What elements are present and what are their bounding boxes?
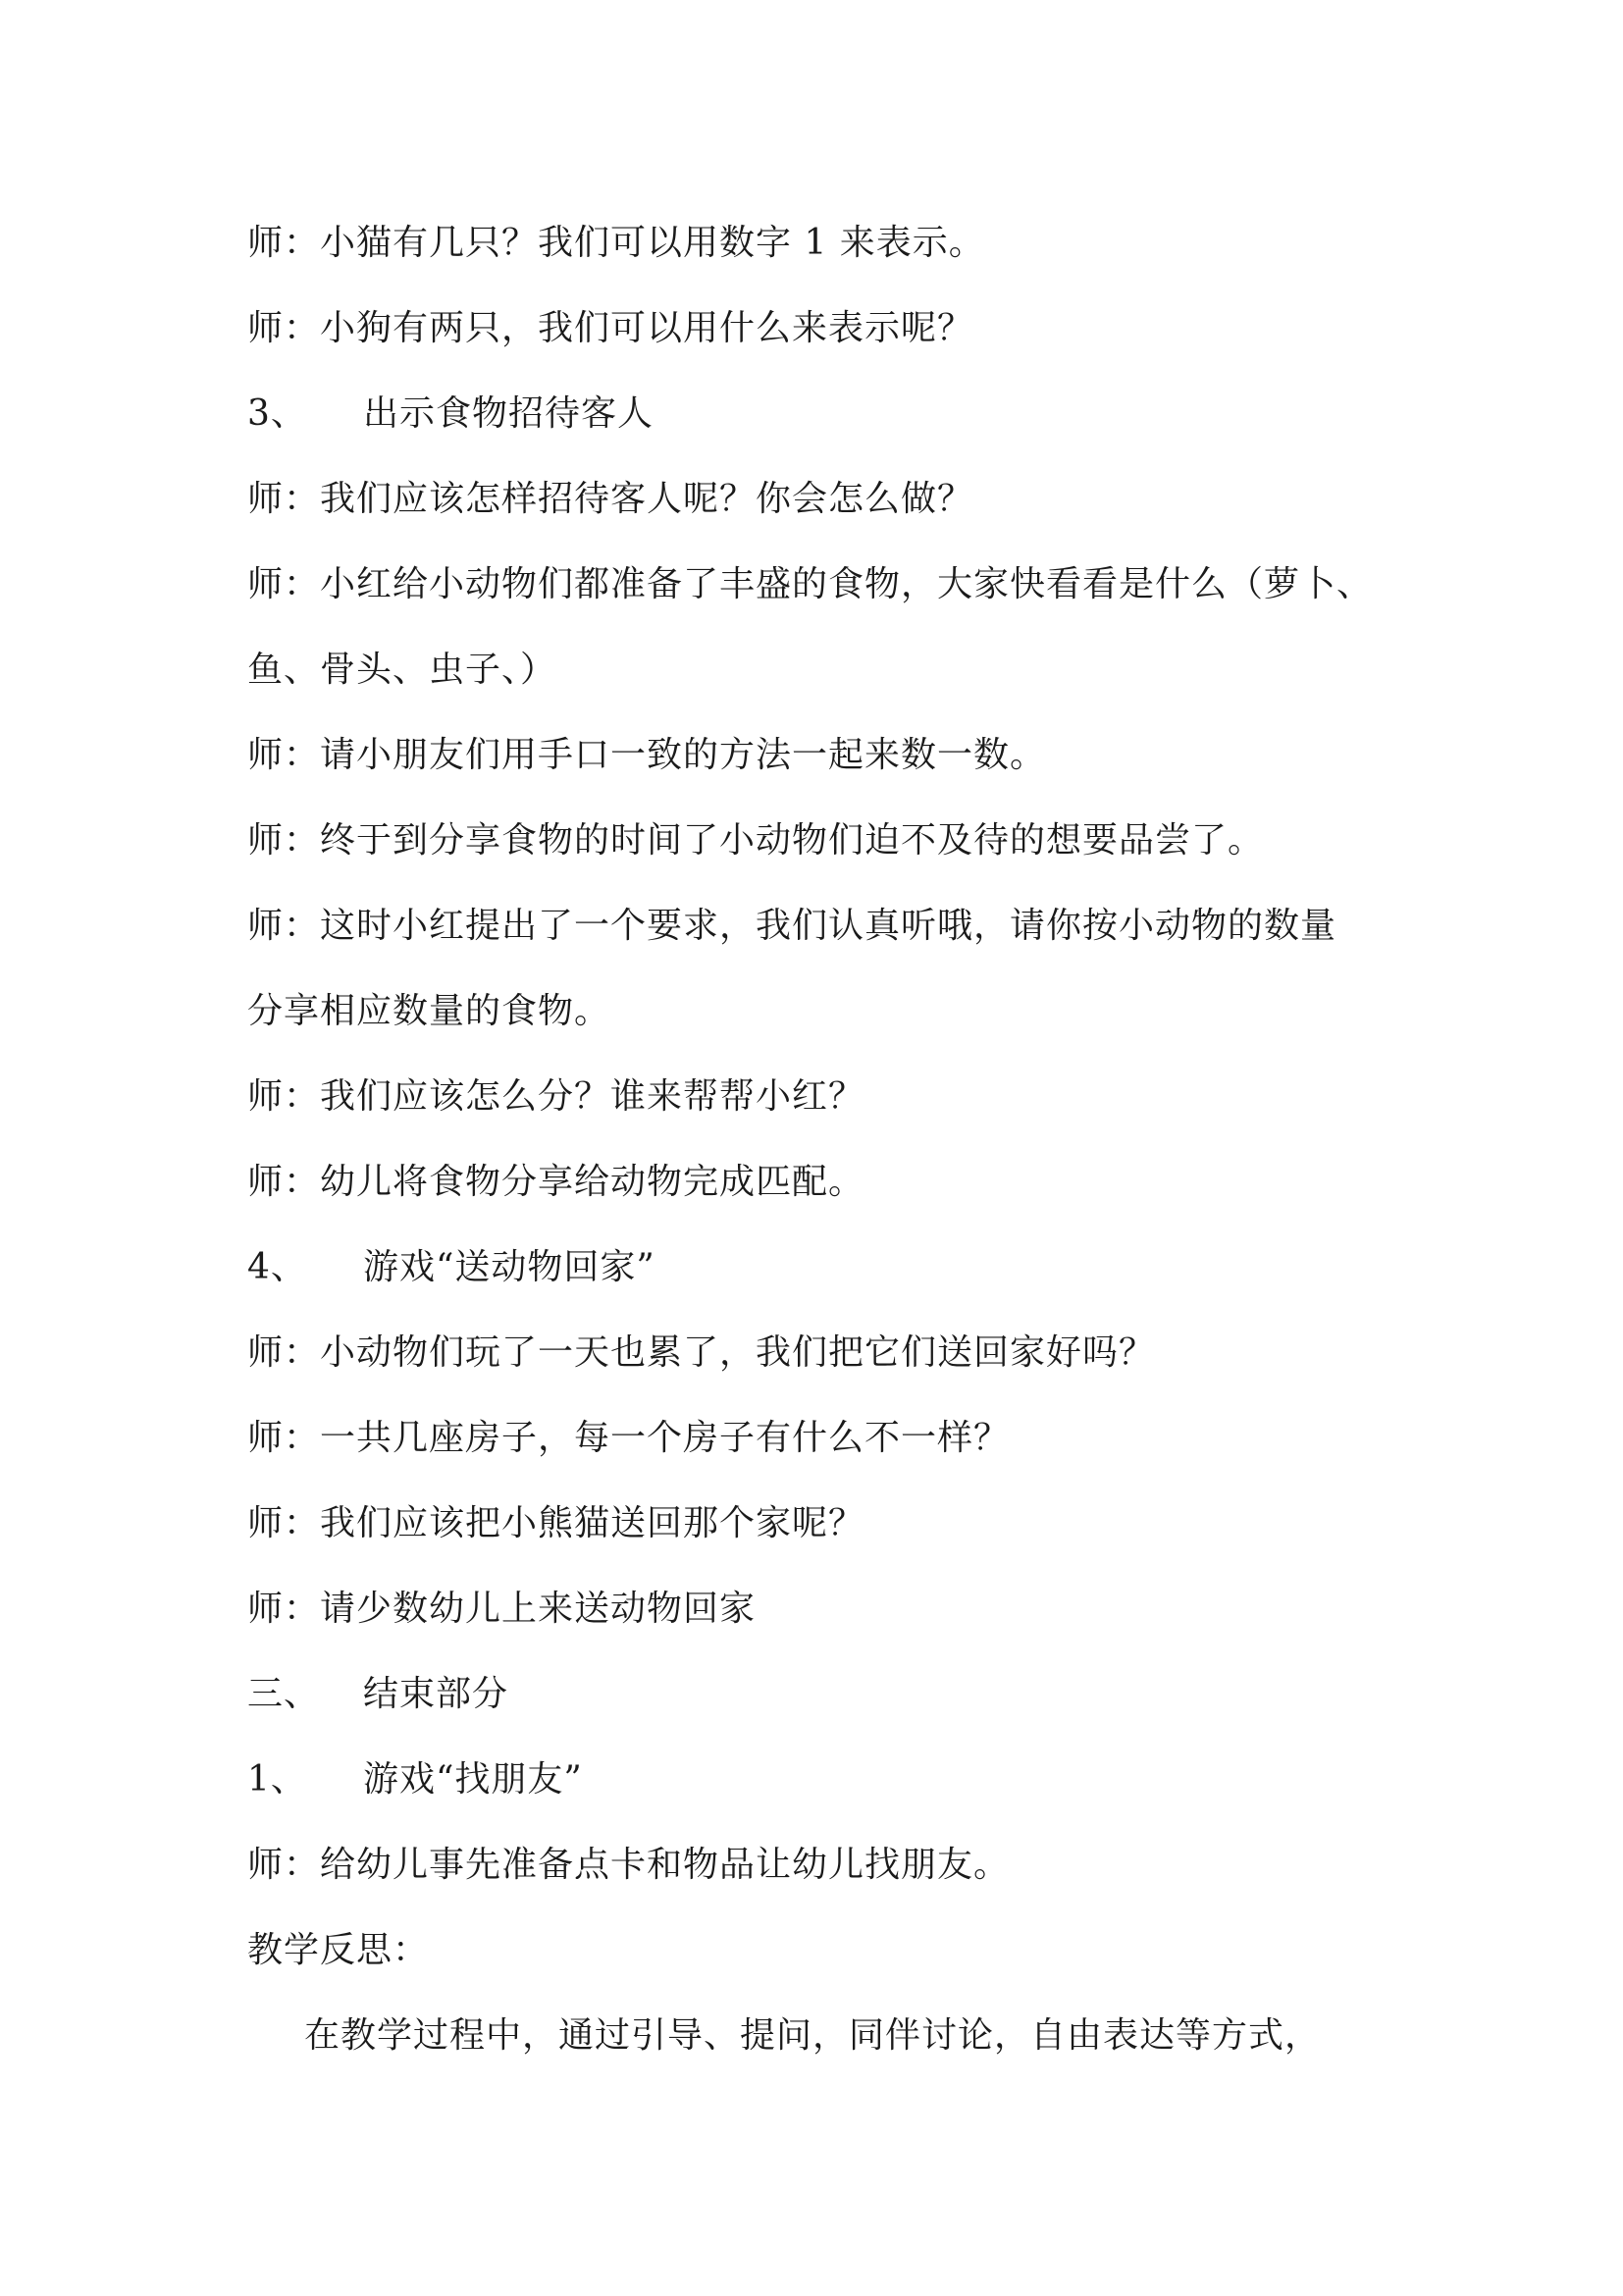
text-line: 师：我们应该怎么分？谁来帮帮小红？ — [247, 1076, 865, 1117]
text-line: 师：给幼儿事先准备点卡和物品让幼儿找朋友。 — [247, 1845, 1011, 1885]
section-heading — [247, 1665, 1425, 1750]
document-body — [247, 214, 1425, 2092]
text-line: 师：请小朋友们用手口一致的方法一起来数一数。 — [247, 735, 1047, 775]
heading-text: 出示食物招待客人 — [363, 393, 654, 434]
text-line: 师：我们应该怎样招待客人呢？你会怎么做？ — [247, 479, 974, 519]
reflection-heading: 教学反思： — [247, 1930, 430, 1970]
heading-number: 4、 — [247, 1247, 307, 1287]
reflection-paragraph: 在教学过程中，通过引导、提问，同伴讨论，自由表达等方式， — [304, 2015, 1322, 2056]
numbered-heading — [247, 1238, 1425, 1324]
text-line: 分享相应数量的食物。 — [247, 991, 611, 1031]
heading-number: 1、 — [247, 1759, 307, 1800]
numbered-heading — [247, 1750, 1425, 1836]
text-line: 鱼、骨头、虫子、） — [247, 650, 557, 690]
text-line: 师：一共几座房子，每一个房子有什么不一样？ — [247, 1418, 1011, 1458]
heading-text: 游戏“送动物回家” — [363, 1247, 655, 1287]
text-line: 师：小狗有两只，我们可以用什么来表示呢？ — [247, 308, 974, 348]
heading-number: 3、 — [247, 393, 307, 434]
text-line: 师：小动物们玩了一天也累了，我们把它们送回家好吗？ — [247, 1332, 1156, 1373]
heading-number: 三、 — [247, 1674, 321, 1714]
numbered-heading — [247, 385, 1425, 470]
text-line: 师：小红给小动物们都准备了丰盛的食物，大家快看看是什么（萝卜、 — [247, 564, 1374, 604]
text-line: 师：我们应该把小熊猫送回那个家呢？ — [247, 1503, 865, 1543]
text-line: 师：这时小红提出了一个要求，我们认真听哦，请你按小动物的数量 — [247, 906, 1337, 946]
text-line: 师：终于到分享食物的时间了小动物们迫不及待的想要品尝了。 — [247, 820, 1265, 861]
text-line: 师：小猫有几只？我们可以用数字 1 来表示。 — [247, 223, 985, 263]
heading-text: 结束部分 — [363, 1674, 509, 1714]
text-line: 师：幼儿将食物分享给动物完成匹配。 — [247, 1162, 865, 1202]
heading-text: 游戏“找朋友” — [363, 1759, 583, 1800]
text-line: 师：请少数幼儿上来送动物回家 — [247, 1589, 757, 1629]
